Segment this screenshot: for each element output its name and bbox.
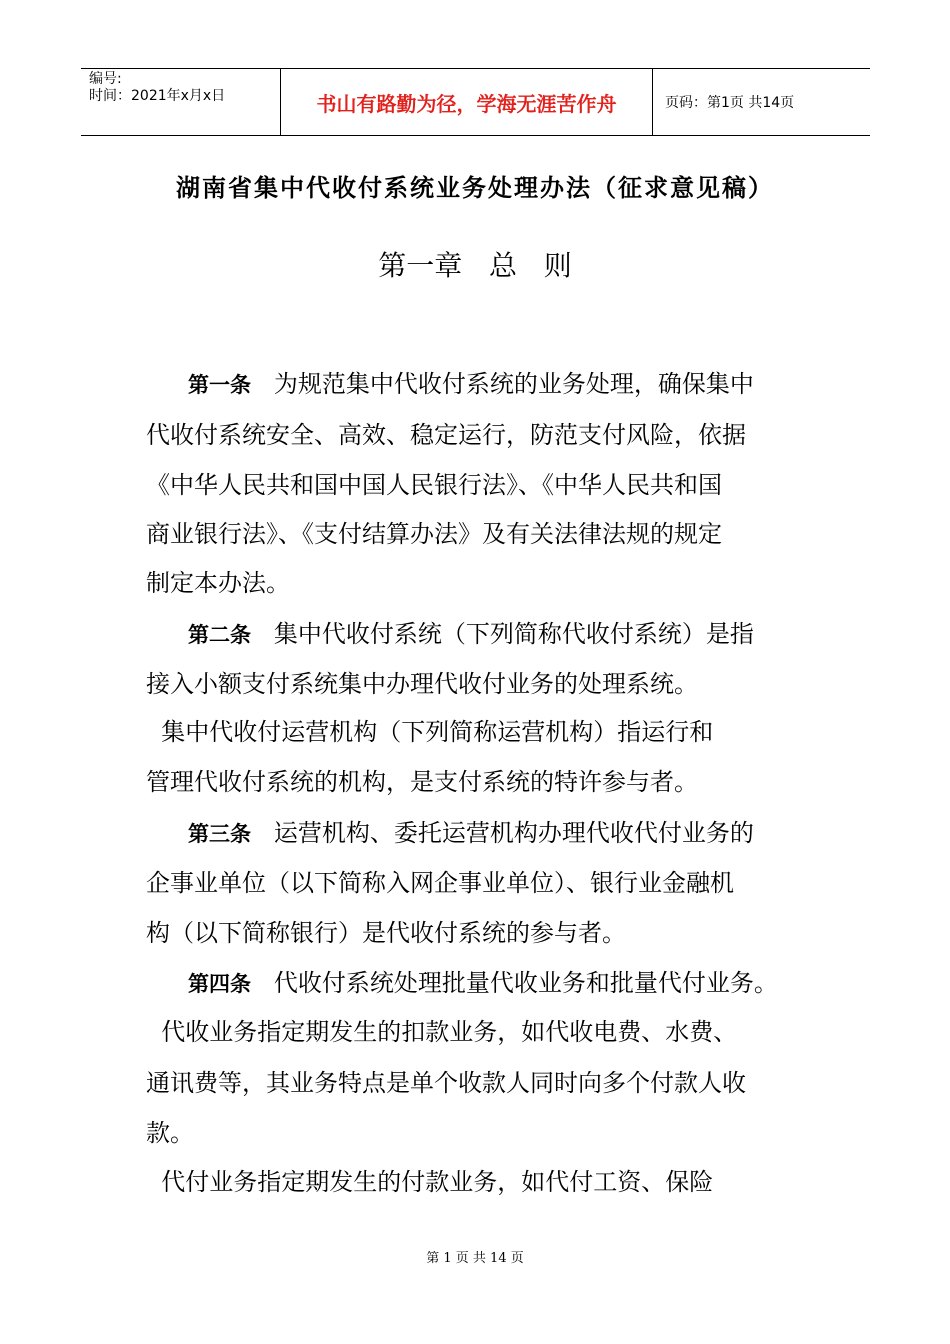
- body-line: [146, 470, 722, 500]
- line-text: 代收付系统处理批量代收业务和批量代付业务。: [251, 969, 778, 997]
- header-page-info: 页码：第1页 共14页: [665, 95, 795, 111]
- line-text: 接入小额支付系统集中办理代收付业务的处理系统。: [146, 670, 698, 698]
- page-footer: 第 1 页 共 14 页: [426, 1251, 524, 1266]
- line-text: 企事业单位（以下简称入网企事业单位）、银行业金融机: [146, 869, 734, 897]
- line-text: 为规范集中代收付系统的业务处理，确保集中: [251, 370, 754, 398]
- article-number: 第三条: [188, 822, 251, 846]
- body-line: [146, 868, 734, 898]
- body-line: [146, 717, 713, 747]
- header-meta: [81, 69, 281, 135]
- body-line: [188, 369, 754, 399]
- body-line: [146, 669, 698, 699]
- line-text: 构（以下简称银行）是代收付系统的参与者。: [146, 919, 626, 947]
- body-line: [146, 1167, 713, 1197]
- line-text: 制定本办法。: [146, 569, 290, 597]
- body-line: [188, 619, 754, 649]
- document-time: 时间：2021年x月x日: [89, 88, 226, 104]
- header-motto: 书山有路勤为径，学海无涯苦作舟: [281, 69, 653, 135]
- page-header: [81, 68, 870, 136]
- line-text: 运营机构、委托运营机构办理代收代付业务的: [251, 819, 754, 847]
- line-text: 商业银行法》、《支付结算办法》及有关法律法规的规定: [146, 520, 722, 548]
- document-number-label: 编号:: [89, 71, 122, 87]
- chapter-heading: 第一章 总 则: [378, 249, 572, 282]
- line-text: 代收业务指定期发生的扣款业务，如代收电费、水费、: [146, 1018, 738, 1046]
- document-title: 湖南省集中代收付系统业务处理办法（征求意见稿）: [176, 173, 774, 202]
- body-line: [146, 1118, 194, 1148]
- article-number: 第四条: [188, 972, 251, 996]
- body-line: [188, 968, 778, 998]
- article-number: 第二条: [188, 623, 251, 647]
- line-text: 集中代收付运营机构（下列简称运营机构）指运行和: [146, 718, 714, 746]
- line-text: 代收付系统安全、高效、稳定运行，防范支付风险，依据: [146, 421, 746, 449]
- line-text: 款。: [146, 1119, 194, 1147]
- line-text: 通讯费等，其业务特点是单个收款人同时向多个付款人收: [146, 1069, 746, 1097]
- body-line: [188, 818, 754, 848]
- line-text: 代付业务指定期发生的付款业务，如代付工资、保险: [146, 1168, 714, 1196]
- body-line: [146, 918, 626, 948]
- body-line: [146, 1068, 746, 1098]
- body-line: [146, 519, 722, 549]
- body-line: [146, 568, 290, 598]
- body-line: [146, 767, 698, 797]
- line-text: 管理代收付系统的机构，是支付系统的特许参与者。: [146, 768, 698, 796]
- line-text: 集中代收付系统（下列简称代收付系统）是指: [251, 620, 754, 648]
- body-line: [146, 420, 746, 450]
- body-line: [146, 1017, 737, 1047]
- line-text: 《中华人民共和国中国人民银行法》、《中华人民共和国: [146, 471, 722, 499]
- article-number: 第一条: [188, 373, 251, 397]
